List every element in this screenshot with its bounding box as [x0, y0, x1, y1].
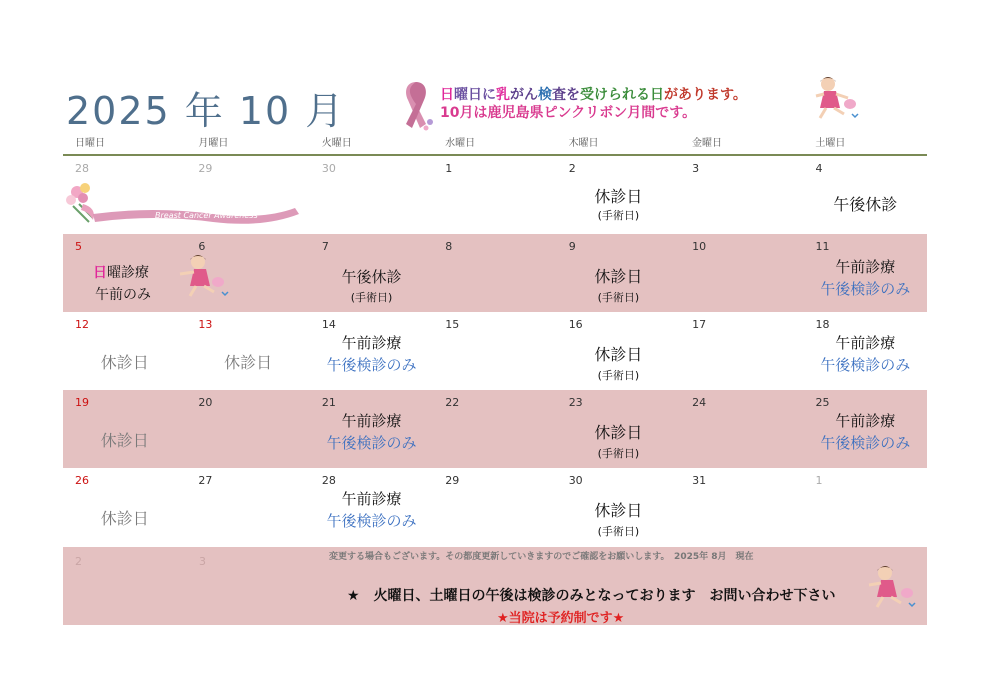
day-number: 22 [445, 396, 460, 409]
day-cell[interactable] [557, 312, 680, 390]
day-cell[interactable] [433, 390, 556, 468]
day-cell[interactable] [63, 234, 186, 312]
day-note: 午後検診のみ [326, 512, 417, 530]
reservation-note: ★当院は予約制です★ [497, 611, 625, 626]
day-status: 午前診療 [835, 334, 896, 352]
day-status [93, 262, 186, 282]
week-row [63, 312, 927, 390]
day-number: 20 [198, 396, 213, 409]
day-note: 午後検診のみ [820, 280, 911, 298]
day-cell[interactable] [680, 234, 803, 312]
day-cell[interactable] [557, 390, 680, 468]
day-status: 午前診療 [835, 258, 896, 276]
day-cell[interactable] [310, 312, 433, 390]
afternoon-note: ★ 火曜日、土曜日の午後は検診のみとなっております お問い合わせ下さい [347, 588, 836, 604]
day-number: 11 [815, 240, 830, 253]
day-number: 17 [692, 318, 707, 331]
flower-bouquet-icon [66, 183, 94, 222]
day-number: 2 [568, 162, 576, 175]
day-cell[interactable] [433, 468, 556, 546]
week-row [63, 156, 927, 234]
day-status-prefix: 日 [93, 265, 107, 281]
day-cell[interactable] [804, 312, 927, 390]
headline-line1 [440, 86, 747, 104]
day-cell[interactable] [63, 312, 186, 390]
day-status: 休診日 [594, 267, 643, 286]
day-cell[interactable] [310, 234, 433, 312]
day-cell[interactable] [186, 312, 309, 390]
calendar-title: 2025 年 10 月 [66, 89, 346, 133]
day-number: 16 [568, 318, 583, 331]
day-number: 24 [692, 396, 707, 409]
weekday-label: 土曜日 [815, 138, 846, 149]
day-number: 4 [815, 162, 823, 175]
day-number: 21 [321, 396, 336, 409]
day-cell[interactable] [186, 234, 309, 312]
day-number: 8 [445, 240, 453, 253]
day-number: 5 [75, 240, 82, 253]
day-cell[interactable] [557, 156, 680, 234]
day-cell[interactable] [433, 312, 556, 390]
day-status: 午前診療 [341, 334, 402, 352]
day-number: 29 [198, 162, 213, 175]
weekday-label: 金曜日 [691, 138, 722, 149]
day-number: 10 [692, 240, 707, 253]
day-status: 休診日 [594, 501, 643, 520]
day-cell[interactable] [804, 156, 927, 234]
day-cell[interactable] [186, 468, 309, 546]
day-number: 27 [198, 474, 213, 487]
day-cell[interactable] [680, 312, 803, 390]
day-status: 休診日 [224, 353, 273, 372]
weekday-label: 水曜日 [445, 138, 476, 149]
weekday-label: 日曜日 [75, 138, 105, 149]
day-number: 9 [568, 240, 576, 253]
day-status: 午後休診 [341, 268, 402, 286]
day-note: (手術日) [350, 291, 393, 304]
day-cell[interactable] [557, 234, 680, 312]
calendar-grid [63, 136, 927, 546]
day-number: 29 [445, 474, 460, 487]
day-status: 休診日 [594, 423, 643, 442]
day-number: 19 [75, 396, 89, 409]
weekday-label: 火曜日 [321, 138, 352, 149]
headline-part: 曜日に [454, 87, 496, 103]
day-number: 3 [692, 162, 700, 175]
running-girl-icon [863, 563, 923, 613]
day-status: 休診日 [100, 353, 149, 372]
day-note: (手術日) [597, 291, 640, 304]
day-note: 午後検診のみ [820, 434, 911, 452]
day-cell[interactable] [557, 468, 680, 546]
headline-part: 乳 [496, 87, 510, 103]
day-number: 30 [321, 162, 336, 175]
day-number: 7 [321, 240, 329, 253]
day-number: 15 [445, 318, 460, 331]
footer-notice [63, 547, 927, 625]
day-number: 18 [815, 318, 830, 331]
day-status: 午前診療 [835, 412, 896, 430]
day-number: 2 [75, 555, 82, 568]
day-note: 午後検診のみ [326, 356, 417, 374]
day-cell[interactable] [310, 390, 433, 468]
day-note: (手術日) [597, 525, 640, 538]
day-number: 12 [75, 318, 89, 331]
day-cell[interactable] [186, 390, 309, 468]
day-note: 午後検診のみ [326, 434, 417, 452]
day-status: 休診日 [594, 187, 643, 206]
day-note: 午後検診のみ [820, 356, 911, 374]
day-note: (手術日) [597, 447, 640, 460]
day-cell[interactable] [63, 390, 186, 468]
headline-part: 検 [538, 87, 552, 103]
day-cell[interactable] [63, 468, 186, 546]
day-cell[interactable] [433, 156, 556, 234]
day-number: 1 [815, 474, 823, 487]
banner-text: Breast Cancer Awareness [155, 211, 258, 220]
headline-part: 日 [440, 87, 454, 103]
week-row [63, 234, 927, 312]
day-note: (手術日) [597, 209, 640, 222]
day-number: 3 [199, 555, 206, 568]
awareness-banner [63, 178, 303, 228]
day-number: 26 [75, 474, 89, 487]
day-cell[interactable] [804, 390, 927, 468]
day-cell[interactable] [804, 234, 927, 312]
day-number: 6 [198, 240, 206, 253]
day-number: 23 [568, 396, 583, 409]
day-number: 31 [692, 474, 707, 487]
running-girl-icon [806, 74, 866, 124]
day-number: 1 [445, 162, 453, 175]
day-status: 午前診療 [341, 412, 402, 430]
day-status-text: 曜診療 [107, 265, 149, 281]
headline-part: 受けられる日 [580, 87, 664, 103]
day-status: 午後休診 [833, 195, 898, 214]
day-cell[interactable] [680, 156, 803, 234]
day-number: 13 [198, 318, 213, 331]
week-row [63, 390, 927, 468]
day-note: 午前のみ [95, 287, 151, 303]
headline-part: 査を [552, 87, 580, 103]
day-status: 休診日 [100, 509, 149, 528]
day-cell[interactable] [680, 468, 803, 546]
headline-part: がん [510, 87, 538, 103]
day-status: 休診日 [100, 431, 149, 450]
day-number: 14 [321, 318, 336, 331]
weekday-header [63, 136, 927, 156]
day-cell[interactable] [433, 234, 556, 312]
day-status: 休診日 [594, 345, 643, 364]
day-note: (手術日) [597, 369, 640, 382]
day-number: 30 [568, 474, 583, 487]
weekday-label: 木曜日 [568, 138, 599, 149]
headline-line2: 10月は鹿児島県ピンクリボン月間です。 [440, 105, 697, 121]
day-cell[interactable] [310, 468, 433, 546]
headline-part: があります。 [664, 87, 747, 103]
update-note: 変更する場合もございます。その都度更新していきますのでご確認をお願いします。 2025年 8月 現在 [329, 552, 754, 562]
headline [440, 86, 747, 122]
day-cell[interactable] [680, 390, 803, 468]
running-girl-icon [176, 252, 236, 302]
day-cell[interactable] [310, 156, 433, 234]
week-row [63, 468, 927, 546]
day-number: 28 [75, 162, 89, 175]
day-number: 28 [321, 474, 336, 487]
day-number: 25 [815, 396, 830, 409]
pink-ribbon-icon [396, 78, 436, 132]
weekday-label: 月曜日 [198, 138, 229, 149]
day-status: 午前診療 [341, 490, 402, 508]
day-cell[interactable] [804, 468, 927, 546]
